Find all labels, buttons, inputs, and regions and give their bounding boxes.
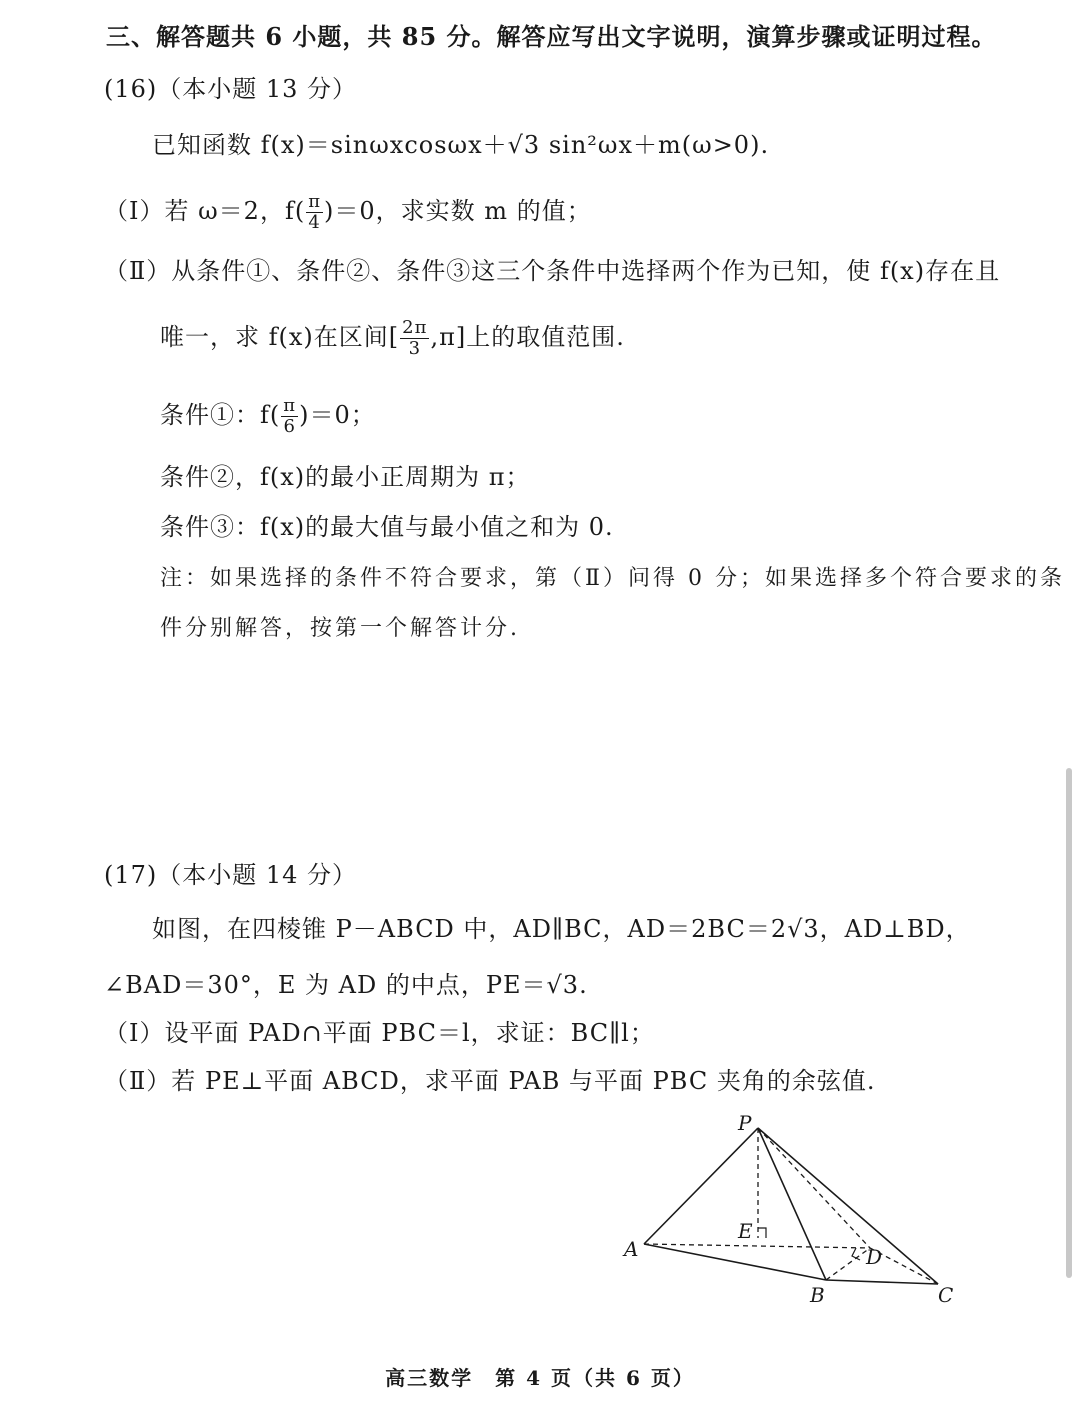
q16-stem: 已知函数 f(x)＝sinωxcosωx＋√3 sin²ωx＋m(ω>0).	[152, 131, 770, 159]
page-footer: 高三数学 第 4 页（共 6 页）	[385, 1366, 695, 1390]
right-angle-D	[852, 1248, 860, 1260]
cond1-before: 条件①：f(	[160, 401, 281, 429]
q16-part1-after: )＝0，求实数 m 的值；	[324, 197, 592, 225]
label-C: C	[938, 1283, 954, 1307]
edge-AD	[644, 1244, 870, 1248]
edge-PD	[758, 1128, 870, 1248]
fraction-denominator: 6	[283, 416, 296, 437]
q16-condition-3: 条件③：f(x)的最大值与最小值之和为 0.	[160, 513, 614, 541]
cond1-fraction	[281, 396, 298, 437]
fraction-numerator: π	[283, 395, 297, 416]
q16-part2-fraction	[400, 318, 429, 359]
label-P: P	[738, 1111, 752, 1135]
q17-stem-line2: ∠BAD＝30°，E 为 AD 的中点，PE＝√3.	[104, 971, 588, 999]
q17-part2: （Ⅱ）若 PE⊥平面 ABCD，求平面 PAB 与平面 PBC 夹角的余弦值.	[104, 1067, 876, 1095]
cond1-after: )＝0；	[299, 401, 376, 429]
edge-BD	[826, 1248, 870, 1280]
q16-part2-before: 唯一，求 f(x)在区间[	[160, 323, 400, 351]
q16-note-line2: 件分别解答，按第一个解答计分.	[160, 616, 520, 641]
q16-condition-2: 条件②，f(x)的最小正周期为 π；	[160, 463, 531, 491]
label-E: E	[738, 1219, 753, 1243]
label-A: A	[624, 1237, 639, 1261]
q16-part1-fraction	[306, 192, 323, 233]
fraction-numerator: 2π	[402, 317, 428, 338]
edge-PB	[758, 1128, 826, 1280]
fraction-numerator: π	[308, 191, 322, 212]
scrollbar[interactable]	[1066, 768, 1072, 1278]
q16-part2-after: ,π]上的取值范围.	[430, 323, 625, 351]
label-B: B	[810, 1283, 825, 1307]
edge-BC	[826, 1280, 938, 1284]
edge-AB	[644, 1244, 826, 1280]
right-angle-E	[758, 1228, 766, 1238]
q16-part2-line1: （Ⅱ）从条件①、条件②、条件③这三个条件中选择两个作为已知，使 f(x)存在且	[104, 257, 1001, 285]
section-header: 三、解答题共 6 小题，共 85 分。解答应写出文字说明，演算步骤或证明过程。	[106, 22, 997, 51]
q17-stem-line1: 如图，在四棱锥 P－ABCD 中，AD∥BC，AD＝2BC＝2√3，AD⊥BD，	[152, 915, 971, 943]
q16-part2-line2	[160, 318, 625, 359]
fraction-denominator: 4	[308, 212, 321, 233]
q16-title: (16)（本小题 13 分）	[104, 75, 358, 103]
fraction-denominator: 3	[408, 338, 422, 359]
q16-part1-before: （Ⅰ）若 ω＝2，f(	[104, 197, 306, 225]
q17-title: (17)（本小题 14 分）	[104, 861, 358, 889]
q17-part1: （Ⅰ）设平面 PAD∩平面 PBC＝l，求证：BC∥l；	[104, 1019, 655, 1047]
q16-part1	[104, 192, 592, 233]
q16-condition-1	[160, 396, 376, 437]
edge-PC	[758, 1128, 938, 1284]
label-D: D	[866, 1245, 883, 1269]
q16-note-line1: 注：如果选择的条件不符合要求，第（Ⅱ）问得 0 分；如果选择多个符合要求的条	[160, 566, 1065, 591]
pyramid-figure	[620, 1108, 960, 1308]
